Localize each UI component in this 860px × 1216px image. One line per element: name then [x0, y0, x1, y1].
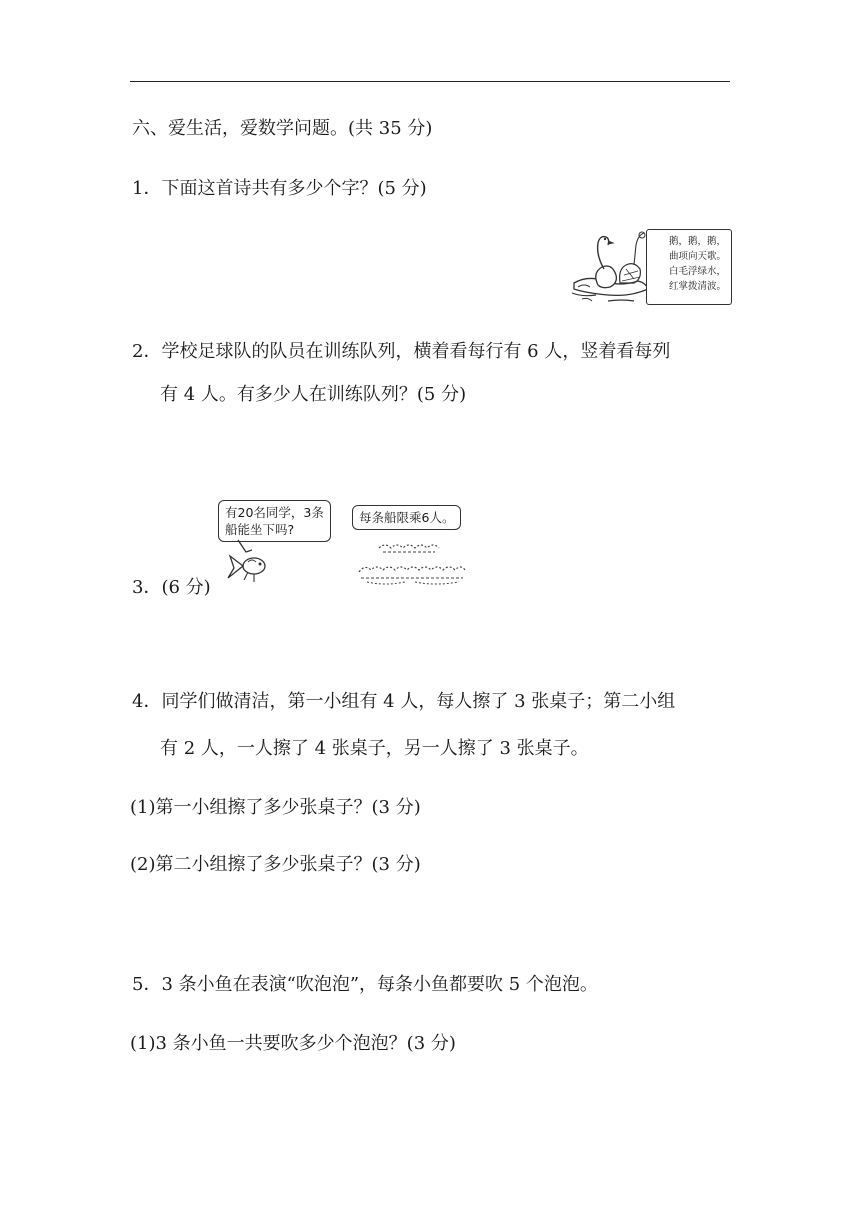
swan-illustration [568, 225, 650, 305]
speech-bubble-left-line-2: 船能坐下吗? [225, 522, 295, 537]
question-4-sub-1: (1)第一小组擦了多少张桌子？(3 分) [130, 797, 421, 818]
poem-line: 鹅，鹅，鹅， [668, 236, 726, 247]
question-5-line-1: 5．3 条小鱼在表演“吹泡泡”，每条小鱼都要吹 5 个泡泡。 [132, 974, 598, 995]
question-3-label: 3．(6 分) [132, 577, 211, 598]
poem-line: 白毛浮绿水， [668, 266, 726, 277]
speech-bubble-left-line-1: 有20名同学，3条 [225, 505, 324, 520]
speech-bubble-left [218, 500, 331, 542]
poem-line: 曲项向天歌。 [668, 251, 726, 262]
question-4-sub-2: (2)第二小组擦了多少张桌子？(3 分) [130, 854, 421, 875]
poem-box [646, 229, 732, 305]
question-1: 1．下面这首诗共有多少个字？(5 分) [132, 178, 427, 199]
boats-illustration [355, 538, 467, 586]
question-4-line-1: 4．同学们做清洁，第一小组有 4 人，每人擦了 3 张桌子；第二小组 [132, 691, 676, 712]
goldfish-icon [218, 538, 270, 584]
section-title: 六、爱生活，爱数学问题。(共 35 分) [132, 118, 433, 139]
question-5-sub-1: (1)3 条小鱼一共要吹多少个泡泡？(3 分) [130, 1033, 456, 1054]
top-rule [130, 81, 730, 82]
poem-line: 红掌拨清波。 [668, 281, 726, 292]
question-2-line-2: 有 4 人。有多少人在训练队列？(5 分) [160, 384, 467, 405]
speech-bubble-right: 每条船限乘6人。 [352, 505, 461, 530]
question-2-line-1: 2．学校足球队的队员在训练队列，横着看每行有 6 人，竖着看每列 [132, 341, 671, 362]
question-4-line-2: 有 2 人，一人擦了 4 张桌子，另一人擦了 3 张桌子。 [160, 738, 589, 759]
